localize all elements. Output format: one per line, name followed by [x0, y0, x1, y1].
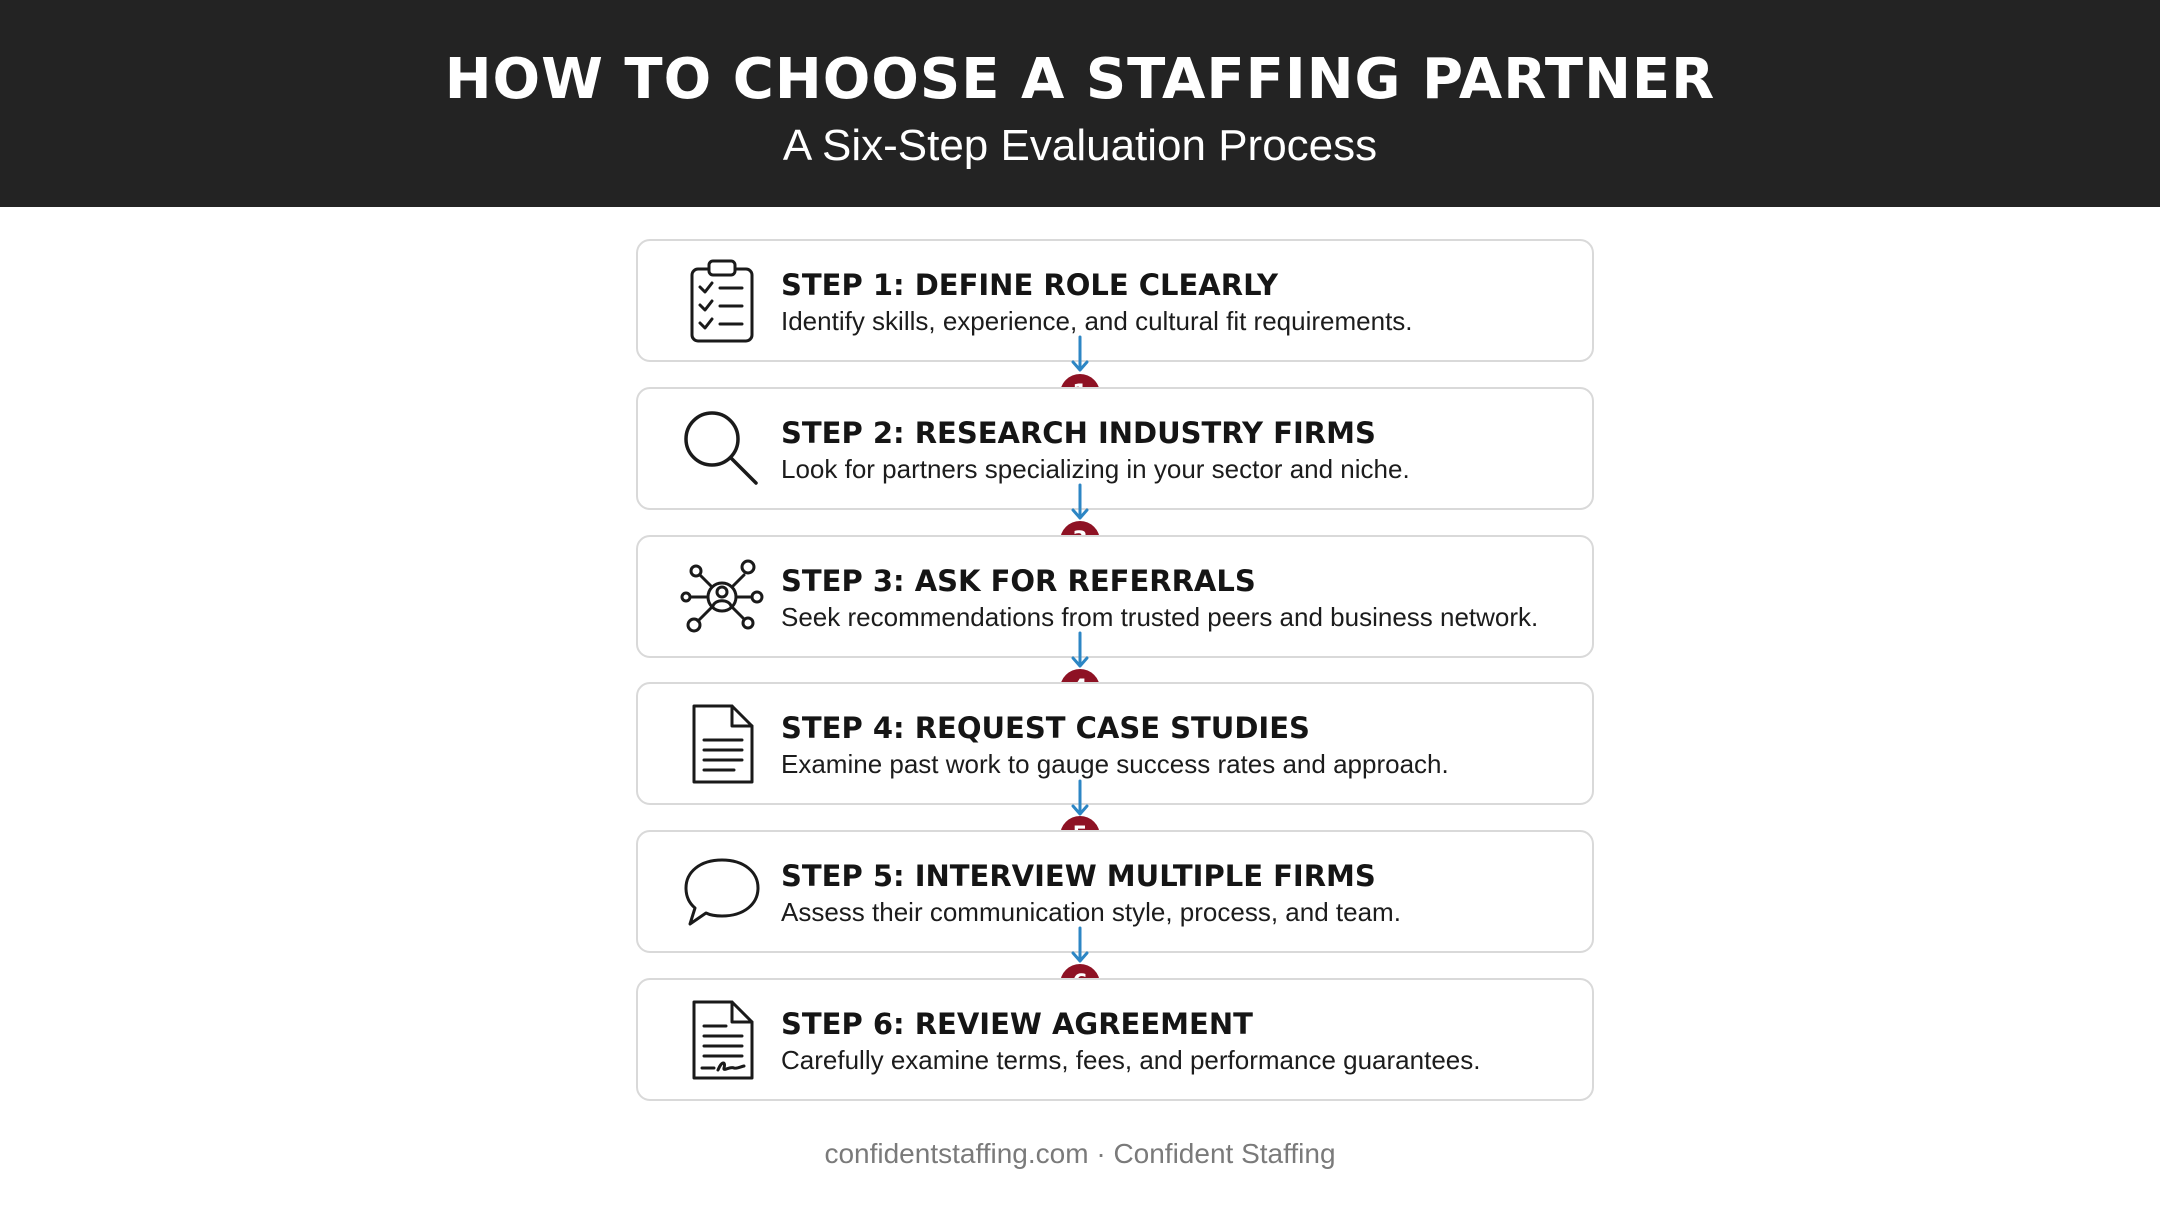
step-card-4	[636, 682, 1594, 805]
step-description: Assess their communication style, process, and team.	[781, 897, 1401, 927]
step-card-2	[636, 387, 1594, 510]
page-subtitle: A Six-Step Evaluation Process	[782, 121, 1378, 170]
signed-contract-icon	[678, 996, 766, 1084]
footer-credit: confidentstaffing.com · Confident Staffing	[824, 1138, 1336, 1169]
step-title: STEP 6: REVIEW AGREEMENT	[781, 1007, 1253, 1041]
step-card-3	[636, 535, 1594, 658]
step-title: STEP 1: DEFINE ROLE CLEARLY	[781, 268, 1279, 302]
step-description: Look for partners specializing in your sector and niche.	[781, 454, 1410, 484]
step-title: STEP 3: ASK FOR REFERRALS	[781, 564, 1256, 598]
header-banner	[0, 0, 2160, 207]
step-description: Seek recommendations from trusted peers and business network.	[781, 602, 1539, 632]
step-description: Carefully examine terms, fees, and performance guarantees.	[781, 1045, 1481, 1075]
magnifying-glass-icon	[678, 405, 766, 493]
step-description: Examine past work to gauge success rates and approach.	[781, 749, 1449, 779]
speech-bubble-icon	[678, 848, 766, 936]
step-description: Identify skills, experience, and cultural fit requirements.	[781, 306, 1413, 336]
clipboard-checklist-icon	[678, 257, 766, 345]
step-card-5	[636, 830, 1594, 953]
step-title: STEP 4: REQUEST CASE STUDIES	[781, 711, 1310, 745]
document-icon	[678, 700, 766, 788]
step-card-6	[636, 978, 1594, 1101]
step-title: STEP 2: RESEARCH INDUSTRY FIRMS	[781, 416, 1376, 450]
step-card-1	[636, 239, 1594, 362]
network-icon	[678, 553, 766, 641]
page-title: HOW TO CHOOSE A STAFFING PARTNER	[444, 47, 1716, 112]
step-title: STEP 5: INTERVIEW MULTIPLE FIRMS	[781, 859, 1376, 893]
